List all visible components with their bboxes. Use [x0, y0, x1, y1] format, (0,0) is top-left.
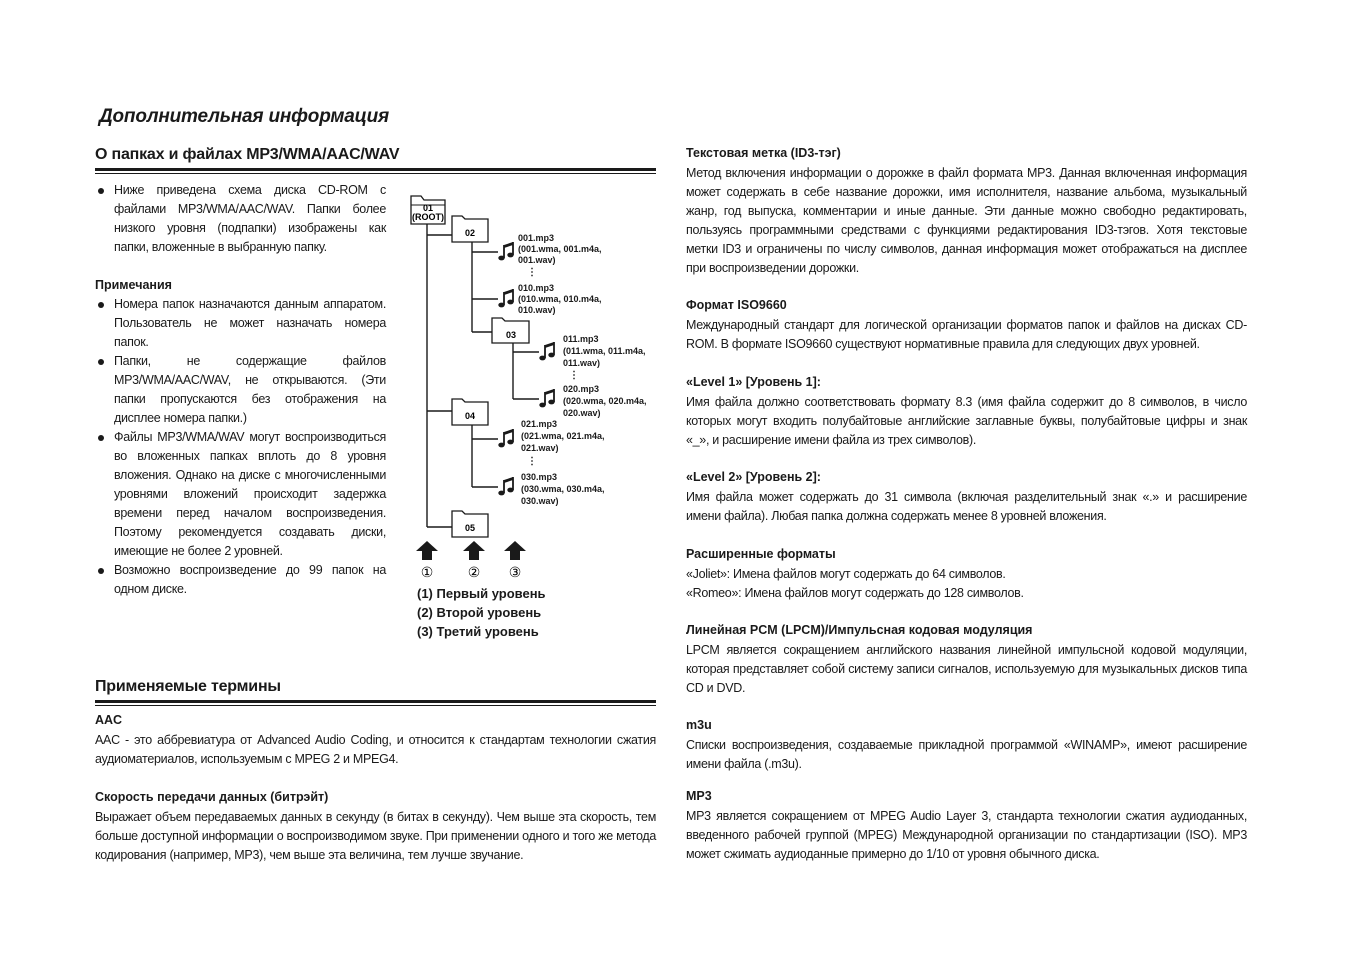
section-rule-thin [95, 705, 656, 706]
file-001-name: 001.mp3 [518, 233, 555, 243]
music-file-icon [498, 242, 513, 260]
term-line: «Joliet»: Имена файлов могут содержать до 64 символов. [686, 567, 1006, 581]
ellipsis: ⋮ [569, 370, 579, 381]
file-010-name: 010.mp3 [518, 283, 555, 293]
section-rule [95, 168, 656, 171]
folder-root [411, 196, 445, 224]
term-text: LPCM является сокращением английского названия линейной импульсной кодовой модуляции, которая представляет собой систему записи сигналов, используемую для музыкальных дисков типа CD и DVD. [686, 643, 1247, 695]
term-bitrate [95, 789, 656, 865]
term-text: Имя файла должно соответствовать формату 8.3 (имя файла содержит до 8 символов, в число которых могут входить полубайтовые английские заглавные буквы, полубайтовые цифры и знак «_», и расширение имени файла из трех символов). [686, 395, 1247, 447]
file-001-alt2: 001.wav) [518, 255, 556, 265]
folder-03-label: 03 [505, 330, 517, 340]
level-marker-3: ③ [508, 564, 522, 580]
folder-tree-diagram [405, 190, 665, 582]
level-arrow-icon [463, 541, 485, 560]
section-rule-thin [95, 173, 656, 174]
term-text: MP3 является сокращением от MPEG Audio Layer 3, стандарта технологии сжатия аудиоданных, введенного рабочей группой (MPEG) Международной организации по стандартизации (ISO). MP3 может сжимать аудиоданные примерно до 1/10 от уровня обычного диска. [686, 809, 1247, 861]
notes-label: Примечания [95, 278, 172, 292]
term-title: Линейная PCM (LPCM)/Импульсная кодовая модуляция [686, 623, 1033, 637]
level-marker-2: ② [467, 564, 481, 580]
term-title: «Level 2» [Уровень 2]: [686, 470, 821, 484]
intro-bullet: Ниже приведена схема диска CD-ROM с файлами MP3/WMA/AAC/WAV. Папки более низкого уровня (подпапки) изображены как папки, вложенные в выбранную папку. [95, 181, 386, 257]
music-file-icon [498, 477, 513, 495]
term-title: «Level 1» [Уровень 1]: [686, 375, 821, 389]
level-marker-1: ① [420, 564, 434, 580]
legend-item: (2) Второй уровень [417, 605, 542, 620]
folder-root-number: 01 [422, 203, 434, 213]
folders-section-header [95, 146, 656, 174]
music-file-icon [539, 342, 554, 360]
level-arrow-icon [416, 541, 438, 560]
page-title: Дополнительная информация [99, 106, 390, 127]
term-text: Метод включения информации о дорожке в файл формата MP3. Данная включенная информация может содержать в себе название дорожки, имя исполнителя, название альбома, музыкальный жанр, год выпуска, комментарии и иные данные. Эти данные можно свободно редактировать, пользуясь программными средствами с функциями редактирования ID3-тэгов. Хотя текстовые метки ID3 и ограничены по числу символов, данная информация может отображаться на дисплее при воспроизведении дорожки. [686, 166, 1247, 275]
file-020-alt2: 020.wav) [563, 408, 601, 418]
note-item: Возможно воспроизведение до 99 папок на одном диске. [95, 561, 386, 599]
file-001-alt1: (001.wma, 001.m4a, [518, 244, 602, 254]
term-line: «Romeo»: Имена файлов могут содержать до 128 символов. [686, 586, 1024, 600]
terms-section-title: Применяемые термины [95, 678, 281, 695]
file-021-alt2: 021.wav) [521, 443, 559, 453]
note-item: Файлы MP3/WMA/WAV могут воспроизводиться во вложенных папках вплоть до 8 уровня вложения. Однако на диске с многочисленными уровнями вложений происходит задержка времени перед началом воспроизведения. Поэтому рекомендуется создавать диски, имеющие не более 2 уровней. [95, 428, 386, 561]
music-file-icon [498, 429, 513, 447]
term-iso9660 [686, 297, 1247, 354]
term-title: Расширенные форматы [686, 547, 836, 561]
term-text: AAC - это аббревиатура от Advanced Audio Coding, и относится к стандартам технологии сжатия аудиоматериалов, используемым с MPEG 2 и MPEG4. [95, 733, 656, 766]
file-021-alt1: (021.wma, 021.m4a, [521, 431, 605, 441]
folders-section-title: О папках и файлах MP3/WMA/AAC/WAV [95, 146, 400, 163]
file-030-alt2: 030.wav) [521, 496, 559, 506]
term-extended-formats [686, 546, 1247, 603]
term-title: AAC [95, 713, 123, 727]
term-id3 [686, 145, 1247, 278]
term-m3u [686, 717, 1247, 774]
term-level1 [686, 374, 1247, 450]
legend-item: (3) Третий уровень [417, 624, 539, 639]
term-text: Списки воспроизведения, создаваемые прикладной программой «WINAMP», имеют расширение имени файла (.m3u). [686, 738, 1247, 771]
file-020-alt1: (020.wma, 020.m4a, [563, 396, 647, 406]
term-lpcm [686, 622, 1247, 698]
file-labels [518, 233, 647, 506]
folder-02-label: 02 [464, 228, 476, 238]
level-legend [417, 584, 546, 641]
term-mp3 [686, 788, 1247, 864]
folder-root-label: (ROOT) [412, 212, 444, 222]
file-011-alt2: 011.wav) [563, 358, 601, 368]
file-021-name: 021.mp3 [521, 419, 558, 429]
ellipsis: ⋮ [527, 267, 537, 278]
term-title: Текстовая метка (ID3-тэг) [686, 146, 841, 160]
term-text: Выражает объем передаваемых данных в секунду (в битах в секунду). Чем выше эта скорость, тем больше доступной информации о воспроизводимом звуке. При применении одного и того же метода кодирования (например, MP3), чем выше эта величина, тем лучше звучание. [95, 810, 656, 862]
legend-item: (1) Первый уровень [417, 586, 546, 601]
intro-list [95, 181, 386, 257]
file-010-alt1: (010.wma, 010.m4a, [518, 294, 602, 304]
term-text: Имя файла может содержать до 31 символа (включая разделительный знак «.» и расширение имени файла). Любая папка должна содержать менее 8 уровней вложения. [686, 490, 1247, 523]
level-arrow-icon [504, 541, 526, 560]
folder-04-label: 04 [464, 411, 476, 421]
note-item: Номера папок назначаются данным аппаратом. Пользователь не может назначать номера папок. [95, 295, 386, 352]
term-aac [95, 712, 656, 769]
folder-05 [452, 511, 488, 537]
music-file-icon [498, 289, 513, 307]
folder-05-label: 05 [464, 523, 476, 533]
file-010-alt2: 010.wav) [518, 305, 556, 315]
file-030-alt1: (030.wma, 030.m4a, [521, 484, 605, 494]
folder-03 [492, 318, 529, 343]
folder-04 [452, 399, 488, 425]
notes-list [95, 295, 386, 599]
note-item: Папки, не содержащие файлов MP3/WMA/AAC/WAV, не открываются. (Эти папки пропускаются без отображения на дисплее номера папки.) [95, 352, 386, 428]
file-020-name: 020.mp3 [563, 384, 600, 394]
file-011-alt1: (011.wma, 011.m4a, [563, 346, 646, 356]
term-level2 [686, 469, 1247, 526]
file-030-name: 030.mp3 [521, 472, 558, 482]
term-title: Формат ISO9660 [686, 298, 787, 312]
section-rule [95, 700, 656, 703]
term-title: Скорость передачи данных (битрэйт) [95, 790, 329, 804]
term-text: Международный стандарт для логической организации форматов папок и файлов на дисках CD-ROM. В формате ISO9660 существуют нормативные правила для следующих двух уровней. [686, 318, 1247, 351]
ellipsis: ⋮ [527, 456, 537, 467]
file-011-name: 011.mp3 [563, 334, 599, 344]
term-title: MP3 [686, 789, 712, 803]
music-file-icon [539, 389, 554, 407]
term-title: m3u [686, 718, 712, 732]
folder-02 [452, 216, 488, 242]
terms-section-header [95, 678, 656, 706]
